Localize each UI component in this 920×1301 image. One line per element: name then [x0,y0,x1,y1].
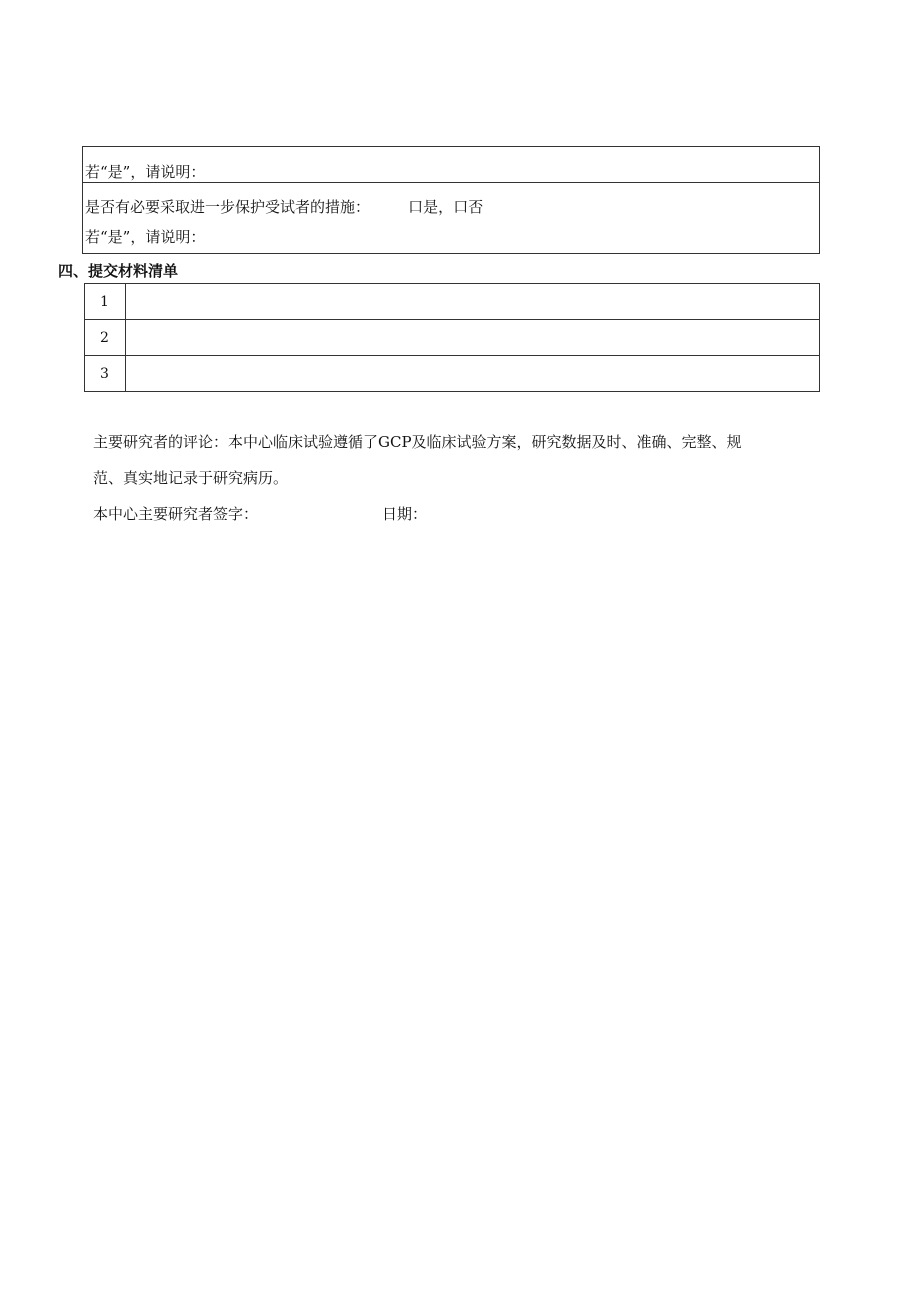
row-number: 2 [85,320,126,356]
explanation-row-1 [83,147,819,183]
checkbox-yes-option[interactable]: 口是， [408,198,454,216]
row-number: 3 [85,356,126,392]
further-protection-line [85,198,483,216]
table-row [85,356,820,392]
protection-measures-box [82,146,820,254]
further-protection-question: 是否有必要采取进一步保护受试者的措施： [85,198,371,216]
material-entry-cell[interactable] [126,284,820,320]
pi-comment-line-2: 范、真实地记录于研究病历。 [93,469,289,487]
table-row [85,320,820,356]
material-entry-cell[interactable] [126,356,820,392]
materials-section-title: 四、提交材料清单 [58,262,179,280]
date-label: 日期： [382,505,428,523]
pi-comment-line-1: 主要研究者的评论：本中心临床试验遵循了GCP及临床试验方案，研究数据及时、准确、完整、规 [93,433,742,451]
table-row [85,284,820,320]
material-entry-cell[interactable] [126,320,820,356]
if-yes-explain-label: 若“是”，请说明： [85,163,206,181]
row-number: 1 [85,284,126,320]
pi-signature-label: 本中心主要研究者签字： [93,505,259,523]
materials-list-table [84,283,820,392]
if-yes-explain-label-2: 若“是”，请说明： [85,228,206,246]
checkbox-no-option[interactable]: 口否 [453,198,484,216]
